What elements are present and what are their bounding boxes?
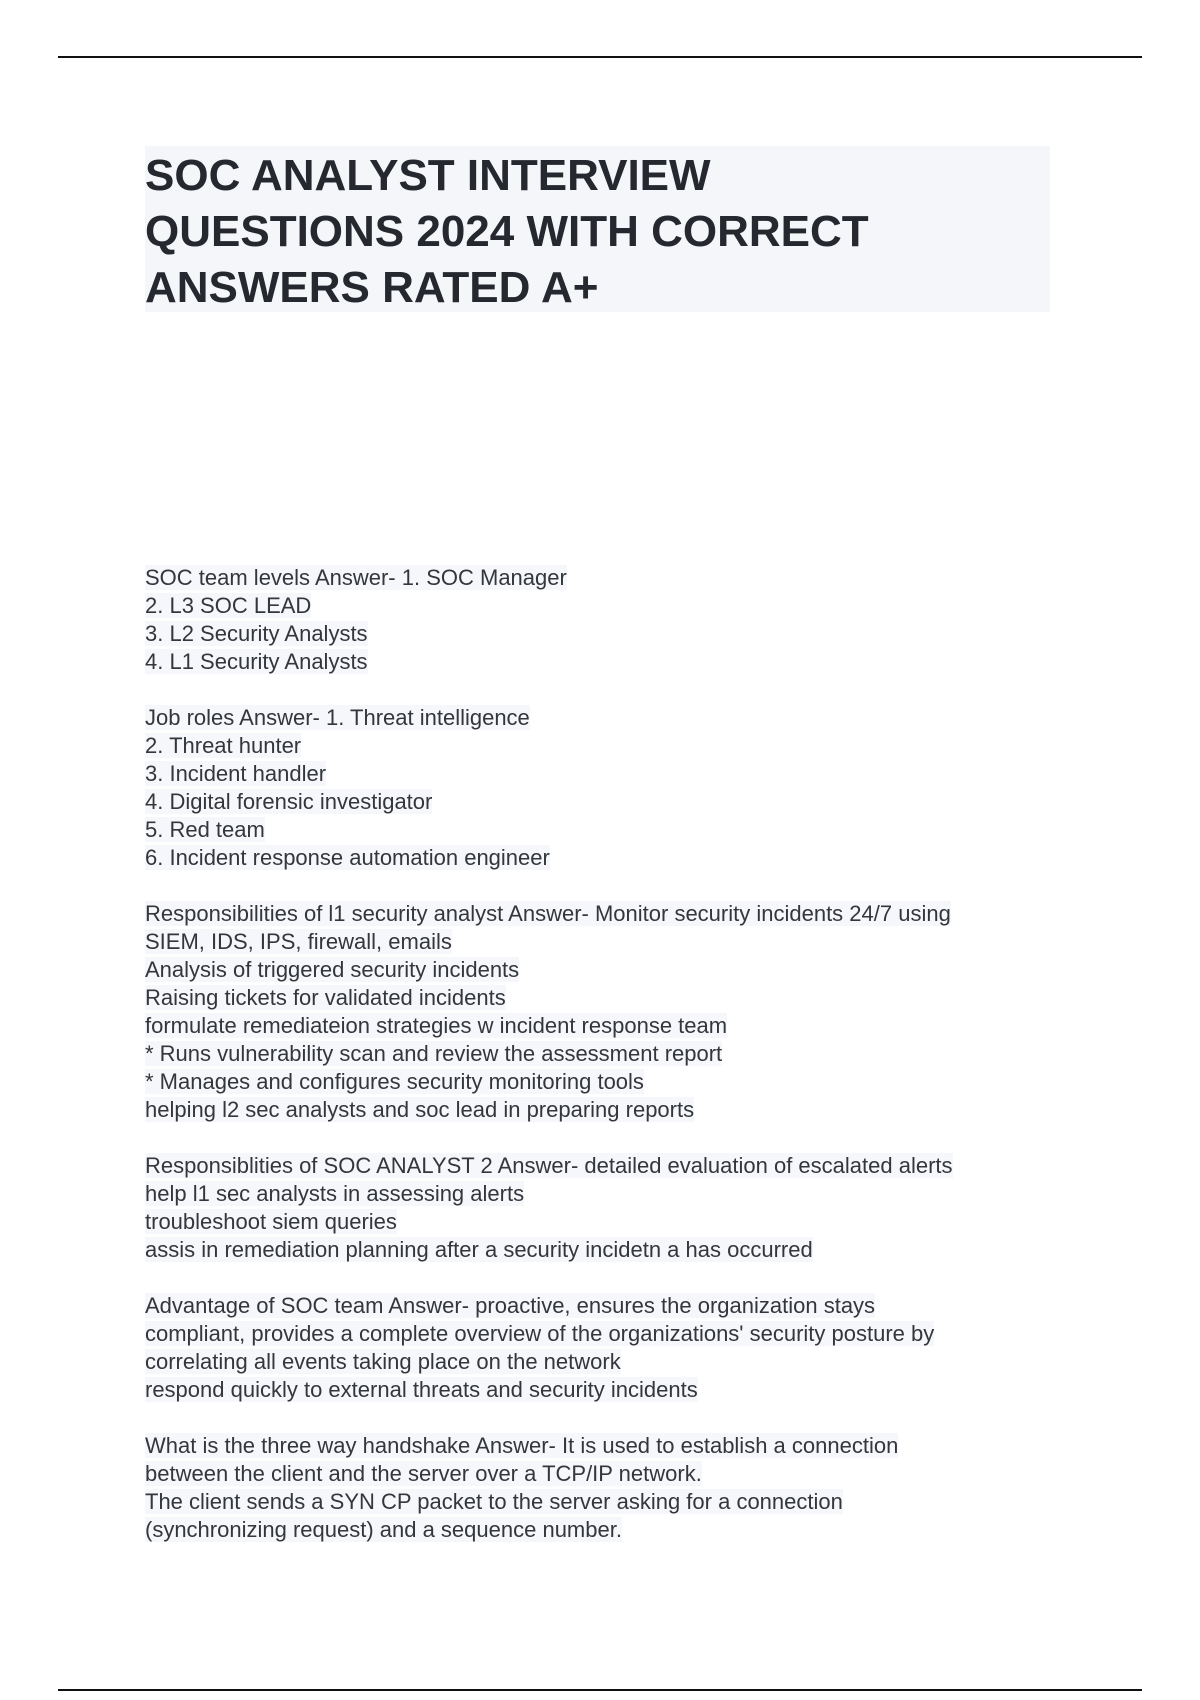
qa-line: 5. Red team [145,817,265,842]
bottom-rule [58,1689,1142,1691]
qa-line: troubleshoot siem queries [145,1209,397,1234]
qa-line: Responsiblities of SOC ANALYST 2 Answer- detailed evaluation of escalated alerts [145,1153,953,1178]
qa-block-l1-responsibilities [145,900,1065,1124]
title-line: SOC ANALYST INTERVIEW [145,151,711,200]
qa-block-soc-team-levels [145,564,1065,676]
document-title [145,146,1050,316]
top-rule [58,56,1142,58]
qa-line: Responsibilities of l1 security analyst Answer- Monitor security incidents 24/7 using [145,901,951,926]
qa-content [145,564,1065,1572]
qa-block-soc-advantage [145,1292,1065,1404]
qa-line: 4. L1 Security Analysts [145,649,368,674]
qa-line: helping l2 sec analysts and soc lead in preparing reports [145,1097,695,1122]
qa-line: SOC team levels Answer- 1. SOC Manager [145,565,567,590]
qa-line: 3. Incident handler [145,761,327,786]
qa-line: 4. Digital forensic investigator [145,789,433,814]
qa-line: Raising tickets for validated incidents [145,985,506,1010]
qa-line: formulate remediateion strategies w incident response team [145,1013,728,1038]
qa-line: The client sends a SYN CP packet to the server asking for a connection [145,1489,843,1514]
qa-line: help l1 sec analysts in assessing alerts [145,1181,525,1206]
title-block [145,146,1050,312]
title-line: QUESTIONS 2024 WITH CORRECT [145,207,869,256]
qa-line: Advantage of SOC team Answer- proactive, ensures the organization stays [145,1293,876,1318]
qa-line: respond quickly to external threats and security incidents [145,1377,698,1402]
qa-line: What is the three way handshake Answer- It is used to establish a connection [145,1433,899,1458]
qa-line: compliant, provides a complete overview of the organizations' security posture by [145,1321,935,1346]
title-line: ANSWERS RATED A+ [145,263,599,312]
qa-line: correlating all events taking place on the network [145,1349,621,1374]
qa-line: 2. L3 SOC LEAD [145,593,312,618]
qa-line: * Manages and configures security monitoring tools [145,1069,644,1094]
qa-block-analyst-2-responsibilities [145,1152,1065,1264]
qa-line: (synchronizing request) and a sequence number. [145,1517,622,1542]
qa-line: 3. L2 Security Analysts [145,621,368,646]
qa-block-three-way-handshake [145,1432,1065,1544]
qa-line: assis in remediation planning after a security incidetn a has occurred [145,1237,813,1262]
qa-line: Analysis of triggered security incidents [145,957,520,982]
qa-line: * Runs vulnerability scan and review the assessment report [145,1041,723,1066]
qa-line: SIEM, IDS, IPS, firewall, emails [145,929,452,954]
qa-block-job-roles [145,704,1065,872]
qa-line: Job roles Answer- 1. Threat intelligence [145,705,530,730]
qa-line: 6. Incident response automation engineer [145,845,550,870]
qa-line: between the client and the server over a TCP/IP network. [145,1461,702,1486]
qa-line: 2. Threat hunter [145,733,302,758]
